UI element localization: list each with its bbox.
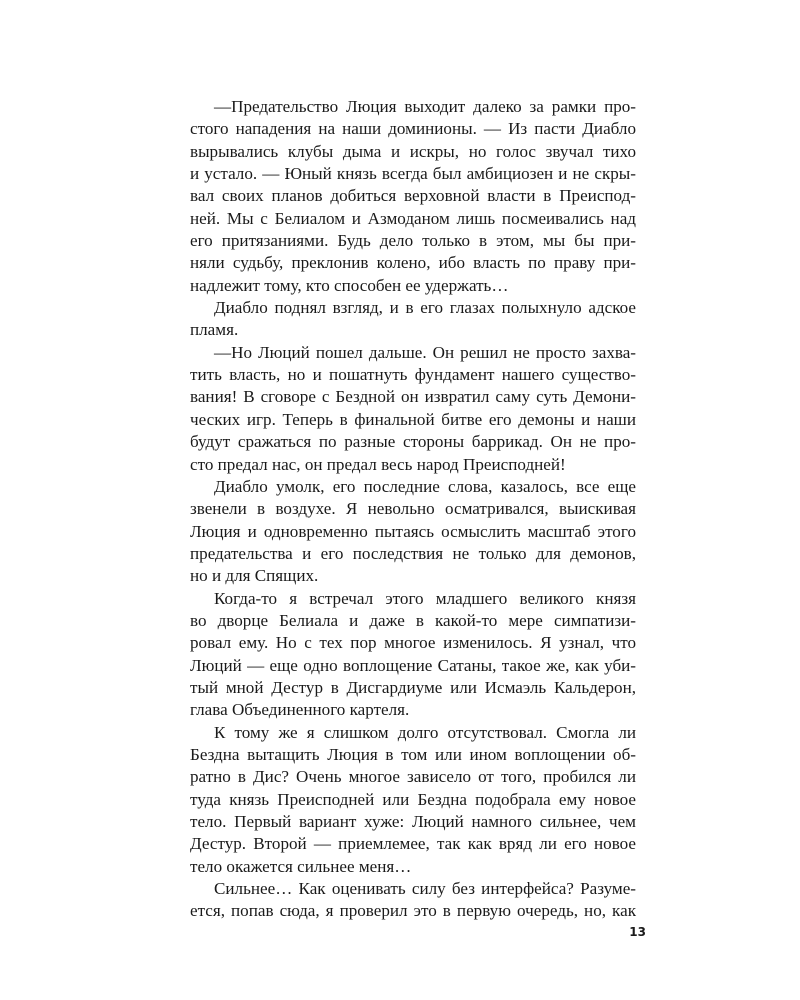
- text-line: пламя.: [190, 320, 239, 340]
- text-line: —Но Люций пошел дальше. Он решил не просто захва-: [214, 342, 636, 362]
- text-line: вырывались клубы дыма и искры, но голос звучал тихо: [190, 141, 636, 161]
- text-line: ровал ему. Но с тех пор многое изменилось. Я узнал, что: [190, 633, 636, 653]
- text-line: сто предал нас, он предал весь народ Преисподней!: [190, 454, 566, 474]
- text-line: звенели в воздухе. Я невольно осматривался, выискивая: [190, 499, 636, 519]
- text-line: Бездна вытащить Люция в том или ином воплощении об-: [190, 744, 636, 764]
- text-line: его притязаниями. Будь дело только в этом, мы бы при-: [190, 231, 636, 251]
- text-line: тый мной Дестур в Дисгардиуме или Исмаэль Кальдерон,: [190, 677, 636, 697]
- text-line: ческих игр. Теперь в финальной битве его демоны и наши: [190, 409, 636, 429]
- text-line: глава Объединенного картеля.: [190, 700, 410, 720]
- text-line: —Предательство Люция выходит далеко за рамки про-: [214, 97, 636, 116]
- text-line: тело окажется сильнее меня…: [190, 856, 412, 876]
- page-number: 13: [629, 925, 646, 939]
- text-line: предательства и его последствия не только для демонов,: [190, 543, 636, 563]
- text-line: Сильнее… Как оценивать силу без интерфейса? Разуме-: [214, 879, 636, 899]
- text-line: Диабло поднял взгляд, и в его глазах полыхнуло адское: [214, 298, 636, 318]
- text-line: вал своих планов добиться верховной власти в Преиспод-: [190, 186, 636, 206]
- text-line: Когда-то я встречал этого младшего великого князя: [214, 588, 636, 608]
- text-line: Люций — еще одно воплощение Сатаны, такое же, как уби-: [190, 655, 636, 675]
- text-line: ней. Мы с Белиалом и Азмоданом лишь посмеивались над: [190, 208, 636, 228]
- text-line: тело. Первый вариант хуже: Люций намного сильнее, чем: [190, 812, 636, 831]
- text-line: туда князь Преисподней или Бездна подобрала ему новое: [190, 789, 636, 809]
- text-line: ется, попав сюда, я проверил это в первую очередь, но, как: [190, 901, 636, 921]
- text-line: К тому же я слишком долго отсутствовал. Смогла ли: [214, 722, 636, 742]
- page-text: [190, 96, 636, 923]
- text-line: и устало. — Юный князь всегда был амбициозен и не скры-: [190, 164, 636, 184]
- text-line: будут сражаться по разные стороны баррикад. Он не про-: [190, 432, 636, 452]
- text-line: вания! В сговоре с Бездной он извратил саму суть Демони-: [190, 387, 636, 407]
- text-line: ратно в Дис? Очень многое зависело от того, пробился ли: [190, 767, 636, 787]
- text-line: стого нападения на наши доминионы. — Из пасти Диабло: [190, 119, 636, 139]
- text-line: но и для Спящих.: [190, 566, 319, 586]
- text-line: во дворце Белиала и даже в какой-то мере симпатизи-: [190, 610, 636, 630]
- text-line: Диабло умолк, его последние слова, казалось, все еще: [214, 476, 636, 496]
- text-line: Люция и одновременно пытаясь осмыслить масштаб этого: [190, 521, 636, 541]
- text-line: Дестур. Второй — приемлемее, так как вряд ли его новое: [190, 834, 636, 854]
- text-line: надлежит тому, кто способен ее удержать…: [190, 275, 509, 295]
- text-line: няли судьбу, преклонив колено, ибо власть по праву при-: [190, 253, 636, 273]
- text-line: тить власть, но и пошатнуть фундамент нашего существо-: [190, 365, 636, 385]
